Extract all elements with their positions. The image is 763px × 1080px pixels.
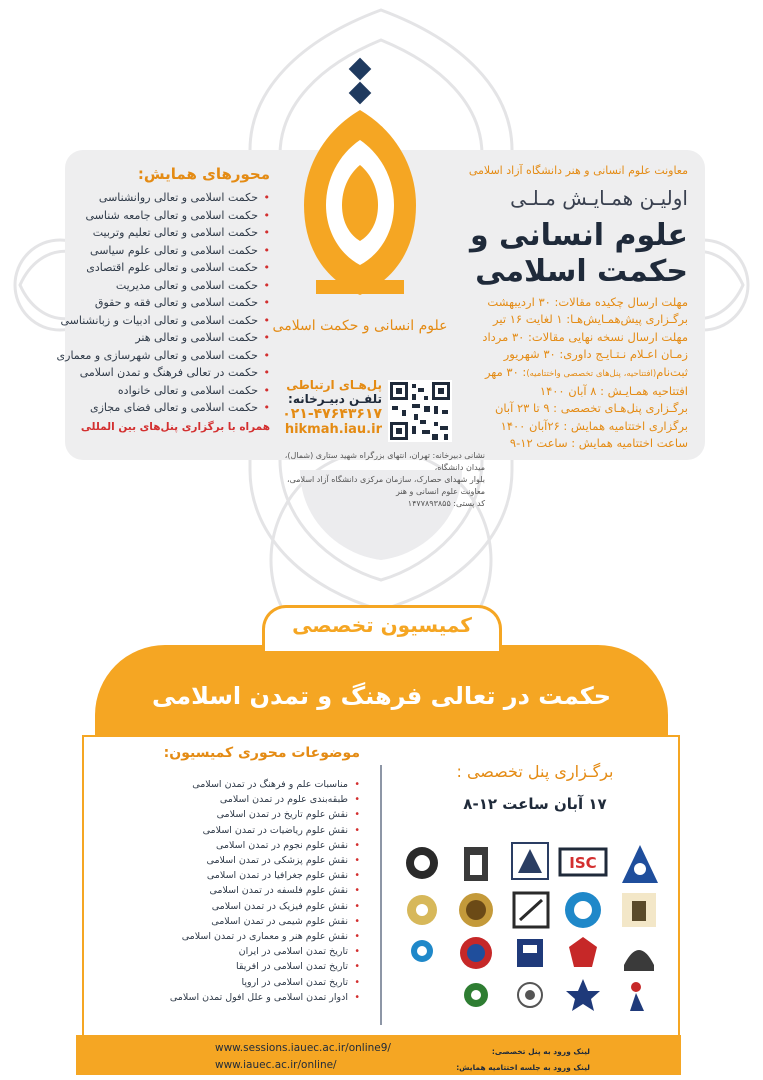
gold-medallion-logo-icon <box>459 893 493 927</box>
topic-item: • نقش علوم ریاضیات در تمدن اسلامی <box>160 823 360 838</box>
topic-item: • نقش علوم شیمی در تمدن اسلامی <box>160 914 360 929</box>
isc-logo-icon <box>560 849 606 875</box>
axes-list <box>56 189 270 417</box>
topic-item: • نقش علوم نجوم در تمدن اسلامی <box>160 838 360 853</box>
axis-item: • حکمت در تعالی فرهنگ و تمدن اسلامی <box>90 364 270 382</box>
registration-value: : ۳۰ مهر <box>484 364 527 379</box>
commission-topics <box>160 745 360 1005</box>
panel-title: برگـزاری پنل تخصصی : <box>456 762 614 781</box>
axis-item: • حکمت اسلامی و تعالی فقه و حقوق <box>90 294 270 312</box>
seminary-logo-icon <box>464 847 488 881</box>
university-star-logo-icon <box>406 847 438 879</box>
date-item: زمـان اعـلام نـتـایـج داوری: ۳۰ شهریور <box>503 347 688 362</box>
panel-info <box>420 762 650 813</box>
topic-item: • نقش علوم فیزیک در تمدن اسلامی <box>160 899 360 914</box>
logo-caption: علوم انسانی و حکمت اسلامی <box>272 318 448 334</box>
website-link[interactable]: hikmah.iau.ir <box>284 422 382 437</box>
conference-subtitle: اولیـن همـایـش مـلـی <box>510 186 688 210</box>
international-panels-note: همراه با برگزاری پنل‌های بین المللی <box>80 420 270 433</box>
conference-title-line2: حکمت اسلامی <box>475 254 688 289</box>
contact-block <box>262 378 382 437</box>
date-item: برگزاری اختتامیه همایش : ۲۶آبان ۱۴۰۰ <box>500 418 688 433</box>
topic-item: • تاریخ تمدن اسلامی در اروپا <box>160 975 360 990</box>
topics-list <box>160 777 360 1005</box>
postal-code: کد پستی: ۱۴۷۷۸۹۳۸۵۵ <box>407 499 485 508</box>
seal-logo-icon <box>518 983 542 1007</box>
closing-link-label: لینک ورود به جلسه اختتامیه همایش: <box>456 1063 590 1072</box>
axis-item: • حکمت اسلامی و تعالی تعلیم وتربیت <box>90 224 270 242</box>
conference-logo-icon <box>272 55 448 355</box>
address-line: معاونت علوم انسانی و هنر <box>395 487 485 496</box>
axes-title: محورهای همایش: <box>137 165 270 183</box>
topic-item: • مناسبات علم و فرهنگ در تمدن اسلامی <box>160 777 360 792</box>
axis-item: • حکمت اسلامی و تعالی خانواده <box>90 382 270 400</box>
topic-item: • نقش علوم هنر و معماری در تمدن اسلامی <box>160 929 360 944</box>
date-item-registration <box>458 364 688 383</box>
conference-title-line1: علوم انسانی و <box>469 218 688 253</box>
conference-axes <box>56 165 270 433</box>
topic-item: • نقش علوم پزشکی در تمدن اسلامی <box>160 853 360 868</box>
panel-date: ۱۷ آبان ساعت ۱۲-۸ <box>463 795 607 813</box>
green-leaf-logo-icon <box>464 983 488 1007</box>
phone-label: تلفـن دبیـرخانه: <box>288 392 382 406</box>
topic-item: • نقش علوم جغرافیا در تمدن اسلامی <box>160 868 360 883</box>
column-divider <box>380 765 382 1025</box>
date-item: برگـزاری پنل‌هـای تخصصی : ۹ تا ۲۳ آبان <box>494 401 688 416</box>
university-blue-logo-icon <box>565 892 601 928</box>
link-urls <box>215 1040 415 1074</box>
date-item: ساعت اختتامیه همایش : ساعت ۱۲-۹ <box>509 436 688 451</box>
red-blue-ring-logo-icon <box>460 937 492 969</box>
date-item: مهلت ارسال نسخه نهایی مقالات: ۳۰ مرداد <box>482 329 688 344</box>
date-item: افتتاحیه همـایـش : ۸ آبان ۱۴۰۰ <box>539 384 688 399</box>
star-logo-icon <box>566 979 600 1011</box>
panel-link[interactable]: www.sessions.iauec.ac.ir/online9/ <box>215 1042 391 1054</box>
museum-logo-icon <box>407 895 437 925</box>
topic-item: • تاریخ تمدن اسلامی در افریقا <box>160 959 360 974</box>
iau-logo-icon <box>622 845 658 883</box>
calligraphy-logo-icon <box>514 893 548 927</box>
important-dates <box>458 294 688 453</box>
topic-item: • نقش علوم تاریخ در تمدن اسلامی <box>160 807 360 822</box>
address-block <box>265 450 485 510</box>
contact-title: پل‌هـای ارتباطی <box>286 378 382 392</box>
link-labels <box>420 1044 590 1076</box>
research-institute-logo-icon <box>512 843 548 879</box>
axis-item: • حکمت اسلامی و تعالی فضای مجازی <box>90 399 270 417</box>
academy-logo-icon <box>622 893 656 927</box>
axis-item: • حکمت اسلامی و تعالی علوم سیاسی <box>90 242 270 260</box>
address-line: نشانی دبیرخانه: تهران، انتهای بزرگراه شهید ستاری (شمال)، میدان دانشگاه، <box>284 451 485 472</box>
topic-item: • نقش علوم فلسفه در تمدن اسلامی <box>160 883 360 898</box>
topics-title: موضوعات محوری کمیسیون: <box>163 745 360 761</box>
phone-number[interactable]: ۰۲۱-۴۷۶۴۳۶۱۷ <box>282 406 382 422</box>
qr-code-icon[interactable] <box>388 380 452 442</box>
svg-text:ISC: ISC <box>569 854 597 872</box>
blue-sun-logo-icon <box>411 940 433 962</box>
axis-item: • حکمت اسلامی و تعالی مدیریت <box>90 277 270 295</box>
axis-item: • حکمت اسلامی و تعالی علوم اقتصادی <box>90 259 270 277</box>
dome-logo-icon <box>624 950 654 971</box>
axis-item: • حکمت اسلامی و تعالی شهرسازی و معماری <box>90 347 270 365</box>
date-item: برگـزاری پیش‌همـایش‌هـا: ۱ لغایت ۱۶ تیر <box>493 312 688 327</box>
registration-note: (افتتاحیه، پنل‌های تخصصی واختتامیه) <box>526 368 657 379</box>
closing-link[interactable]: www.iauec.ac.ir/online/ <box>215 1059 337 1071</box>
topic-item: • ادوار تمدن اسلامی و علل افول تمدن اسلامی <box>160 990 360 1005</box>
axis-item: • حکمت اسلامی و تعالی جامعه شناسی <box>90 207 270 225</box>
emblem-logo-icon <box>569 937 597 967</box>
book-logo-icon <box>517 939 543 967</box>
panel-link-label: لینک ورود به پنل تخصصی: <box>491 1047 590 1056</box>
axis-item: • حکمت اسلامی و تعالی روانشناسی <box>90 189 270 207</box>
axis-item: • حکمت اسلامی و تعالی ادبیات و زبانشناسی <box>90 312 270 330</box>
commission-label: کمیسیون تخصصی <box>292 613 472 637</box>
topic-item: • طبقه‌بندی علوم در تمدن اسلامی <box>160 792 360 807</box>
registration-label: ثبت‌نام <box>656 364 688 379</box>
date-item: مهلت ارسال چکیده مقالات: ۳۰ اردیبهشت <box>487 295 688 309</box>
commission-topic-title: حکمت در تعالی فرهنگ و تمدن اسلامی <box>151 682 612 710</box>
axis-item: • حکمت اسلامی و تعالی هنر <box>90 329 270 347</box>
figure-logo-icon <box>630 982 644 1011</box>
address-line: بلوار شهدای حصارک، سازمان مرکزی دانشگاه آزاد اسلامی، <box>287 475 485 484</box>
sponsor-logos <box>402 835 672 1020</box>
topic-item: • تاریخ تمدن اسلامی در ایران <box>160 944 360 959</box>
sponsor-text: معاونت علوم انسانی و هنر دانشگاه آزاد اسلامی <box>468 164 688 177</box>
